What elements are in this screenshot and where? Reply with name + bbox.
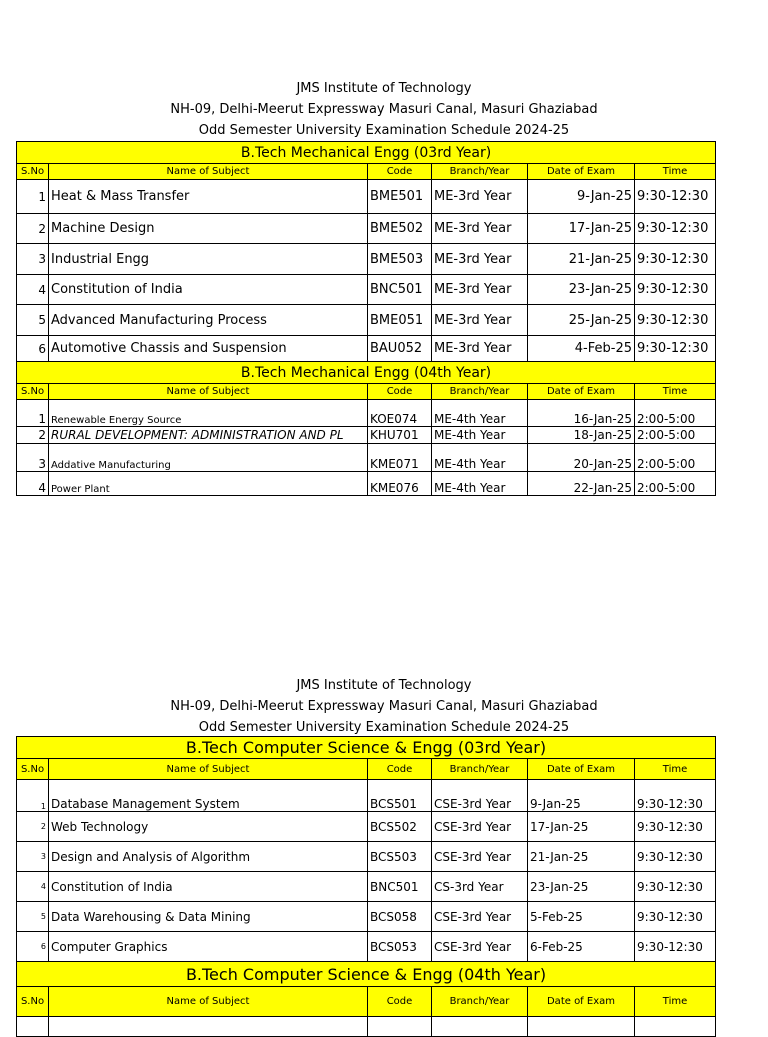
cell-sno: 1 — [17, 400, 49, 427]
cell-sno: 4 — [17, 472, 49, 496]
cell-date: 9-Jan-25 — [528, 180, 635, 214]
cell-code: BME051 — [368, 305, 432, 336]
cell-subject: RURAL DEVELOPMENT: ADMINISTRATION AND PL — [49, 427, 368, 444]
table-row — [17, 932, 716, 962]
cell-branch: ME-3rd Year — [432, 275, 528, 305]
cell-sno: 5 — [17, 902, 49, 932]
cell-subject: Constitution of India — [49, 275, 368, 305]
cell-time: 9:30-12:30 — [635, 932, 716, 962]
cell-branch: ME-3rd Year — [432, 244, 528, 275]
table-row — [17, 902, 716, 932]
cell-time: 2:00-5:00 — [635, 427, 716, 444]
section-title: B.Tech Computer Science & Engg (04th Year) — [17, 962, 716, 987]
section-title: B.Tech Mechanical Engg (03rd Year) — [17, 142, 716, 164]
col-branch: Branch/Year — [432, 987, 528, 1017]
institute-address: NH-09, Delhi-Meerut Expressway Masuri Canal, Masuri Ghaziabad — [170, 102, 598, 117]
col-subject: Name of Subject — [49, 987, 368, 1017]
cell-code: BME502 — [368, 214, 432, 244]
table-row — [17, 336, 716, 362]
table-row — [17, 305, 716, 336]
table-row — [17, 780, 716, 812]
cell-date: 21-Jan-25 — [528, 244, 635, 275]
cell-subject: Advanced Manufacturing Process — [49, 305, 368, 336]
col-subject: Name of Subject — [49, 759, 368, 780]
cell-time: 9:30-12:30 — [635, 275, 716, 305]
col-code: Code — [368, 384, 432, 400]
table-row — [17, 872, 716, 902]
cell-branch: CSE-3rd Year — [432, 842, 528, 872]
cell-branch: CSE-3rd Year — [432, 932, 528, 962]
cell-code: BNC501 — [368, 872, 432, 902]
cell-time: 9:30-12:30 — [635, 780, 716, 812]
cell-date: 4-Feb-25 — [528, 336, 635, 362]
cell-code: BCS501 — [368, 780, 432, 812]
col-sno: S.No — [17, 384, 49, 400]
cell-code: BME501 — [368, 180, 432, 214]
cell-branch: CS-3rd Year — [432, 872, 528, 902]
cell-subject: Heat & Mass Transfer — [49, 180, 368, 214]
institute-name: JMS Institute of Technology — [296, 81, 472, 96]
col-time: Time — [635, 759, 716, 780]
cell-code: KME076 — [368, 472, 432, 496]
col-subject: Name of Subject — [49, 164, 368, 180]
cell-date: 16-Jan-25 — [528, 400, 635, 427]
cell-branch: CSE-3rd Year — [432, 902, 528, 932]
cell-date: 20-Jan-25 — [528, 444, 635, 472]
cell-time: 9:30-12:30 — [635, 336, 716, 362]
cell-date: 17-Jan-25 — [528, 214, 635, 244]
cell-subject: Computer Graphics — [49, 932, 368, 962]
me-schedule-table — [16, 141, 716, 496]
cell-subject: Industrial Engg — [49, 244, 368, 275]
doc2-header — [0, 675, 768, 738]
column-header-row — [17, 987, 716, 1017]
cell-subject: Addative Manufacturing — [49, 444, 368, 472]
col-code: Code — [368, 987, 432, 1017]
cell-branch: ME-4th Year — [432, 444, 528, 472]
institute-name: JMS Institute of Technology — [296, 678, 472, 693]
cell-date: 22-Jan-25 — [528, 472, 635, 496]
schedule-title: Odd Semester University Examination Schedule 2024-25 — [198, 720, 570, 735]
table-row — [17, 444, 716, 472]
cell-date: 23-Jan-25 — [528, 872, 635, 902]
cell-date: 25-Jan-25 — [528, 305, 635, 336]
cell-sno: 2 — [17, 812, 49, 842]
col-time: Time — [635, 987, 716, 1017]
cell-subject: Constitution of India — [49, 872, 368, 902]
table-row — [17, 214, 716, 244]
cell-code: BCS503 — [368, 842, 432, 872]
cell-code: BAU052 — [368, 336, 432, 362]
cell-date: 18-Jan-25 — [528, 427, 635, 444]
cell-time: 9:30-12:30 — [635, 842, 716, 872]
cell-date: 23-Jan-25 — [528, 275, 635, 305]
cell-time: 9:30-12:30 — [635, 902, 716, 932]
table-row — [17, 812, 716, 842]
col-date: Date of Exam — [528, 164, 635, 180]
cse-schedule-table — [16, 736, 716, 1037]
cell-branch: ME-3rd Year — [432, 305, 528, 336]
cell-branch: ME-4th Year — [432, 400, 528, 427]
cell-time: 2:00-5:00 — [635, 400, 716, 427]
table-row — [17, 842, 716, 872]
section-title: B.Tech Mechanical Engg (04th Year) — [17, 362, 716, 384]
cell-sno: 6 — [17, 932, 49, 962]
cell-branch: ME-3rd Year — [432, 214, 528, 244]
cell-code: BNC501 — [368, 275, 432, 305]
cell-date: 5-Feb-25 — [528, 902, 635, 932]
cell-branch: ME-3rd Year — [432, 180, 528, 214]
table-row — [17, 427, 716, 444]
table-row — [17, 400, 716, 427]
cell-date: 9-Jan-25 — [528, 780, 635, 812]
cell-code: BME503 — [368, 244, 432, 275]
col-time: Time — [635, 164, 716, 180]
cell-date: 6-Feb-25 — [528, 932, 635, 962]
cell-subject: Data Warehousing & Data Mining — [49, 902, 368, 932]
cell-date: 17-Jan-25 — [528, 812, 635, 842]
col-sno: S.No — [17, 164, 49, 180]
cell-subject: Database Management System — [49, 780, 368, 812]
col-branch: Branch/Year — [432, 164, 528, 180]
col-code: Code — [368, 164, 432, 180]
cell-sno: 2 — [17, 427, 49, 444]
cell-time: 9:30-12:30 — [635, 180, 716, 214]
cell-branch: CSE-3rd Year — [432, 812, 528, 842]
cell-subject: Renewable Energy Source — [49, 400, 368, 427]
cell-sno: 5 — [17, 305, 49, 336]
cell-sno: 3 — [17, 244, 49, 275]
cell-sno: 3 — [17, 842, 49, 872]
cell-sno: 6 — [17, 336, 49, 362]
col-time: Time — [635, 384, 716, 400]
cell-sno: 2 — [17, 214, 49, 244]
cell-sno: 4 — [17, 275, 49, 305]
col-date: Date of Exam — [528, 384, 635, 400]
cell-subject: Web Technology — [49, 812, 368, 842]
column-header-row — [17, 384, 716, 400]
col-sno: S.No — [17, 759, 49, 780]
cell-code: BCS053 — [368, 932, 432, 962]
cell-time: 2:00-5:00 — [635, 444, 716, 472]
cell-code: KOE074 — [368, 400, 432, 427]
cell-subject: Machine Design — [49, 214, 368, 244]
table-row — [17, 275, 716, 305]
schedule-title: Odd Semester University Examination Schedule 2024-25 — [198, 123, 570, 138]
cell-subject: Power Plant — [49, 472, 368, 496]
cell-branch: ME-4th Year — [432, 472, 528, 496]
col-code: Code — [368, 759, 432, 780]
cell-subject: Automotive Chassis and Suspension — [49, 336, 368, 362]
cell-sno: 3 — [17, 444, 49, 472]
col-branch: Branch/Year — [432, 384, 528, 400]
cell-branch: ME-3rd Year — [432, 336, 528, 362]
doc1-header — [0, 78, 768, 141]
col-subject: Name of Subject — [49, 384, 368, 400]
cell-branch: ME-4th Year — [432, 427, 528, 444]
cell-subject: Design and Analysis of Algorithm — [49, 842, 368, 872]
col-sno: S.No — [17, 987, 49, 1017]
cell-time: 9:30-12:30 — [635, 214, 716, 244]
cell-code: KHU701 — [368, 427, 432, 444]
cell-sno: 1 — [17, 780, 49, 812]
col-date: Date of Exam — [528, 759, 635, 780]
cell-branch: CSE-3rd Year — [432, 780, 528, 812]
cell-sno: 1 — [17, 180, 49, 214]
column-header-row — [17, 164, 716, 180]
cell-sno: 4 — [17, 872, 49, 902]
col-date: Date of Exam — [528, 987, 635, 1017]
cell-time: 9:30-12:30 — [635, 812, 716, 842]
cell-time: 9:30-12:30 — [635, 872, 716, 902]
cell-code: KME071 — [368, 444, 432, 472]
table-row — [17, 1017, 716, 1037]
col-branch: Branch/Year — [432, 759, 528, 780]
table-row — [17, 180, 716, 214]
table-row — [17, 472, 716, 496]
cell-code: BCS502 — [368, 812, 432, 842]
cell-time: 2:00-5:00 — [635, 472, 716, 496]
cell-code: BCS058 — [368, 902, 432, 932]
cell-time: 9:30-12:30 — [635, 305, 716, 336]
section-title: B.Tech Computer Science & Engg (03rd Year) — [17, 737, 716, 759]
cell-time: 9:30-12:30 — [635, 244, 716, 275]
cell-date: 21-Jan-25 — [528, 842, 635, 872]
column-header-row — [17, 759, 716, 780]
table-row — [17, 244, 716, 275]
institute-address: NH-09, Delhi-Meerut Expressway Masuri Canal, Masuri Ghaziabad — [170, 699, 598, 714]
